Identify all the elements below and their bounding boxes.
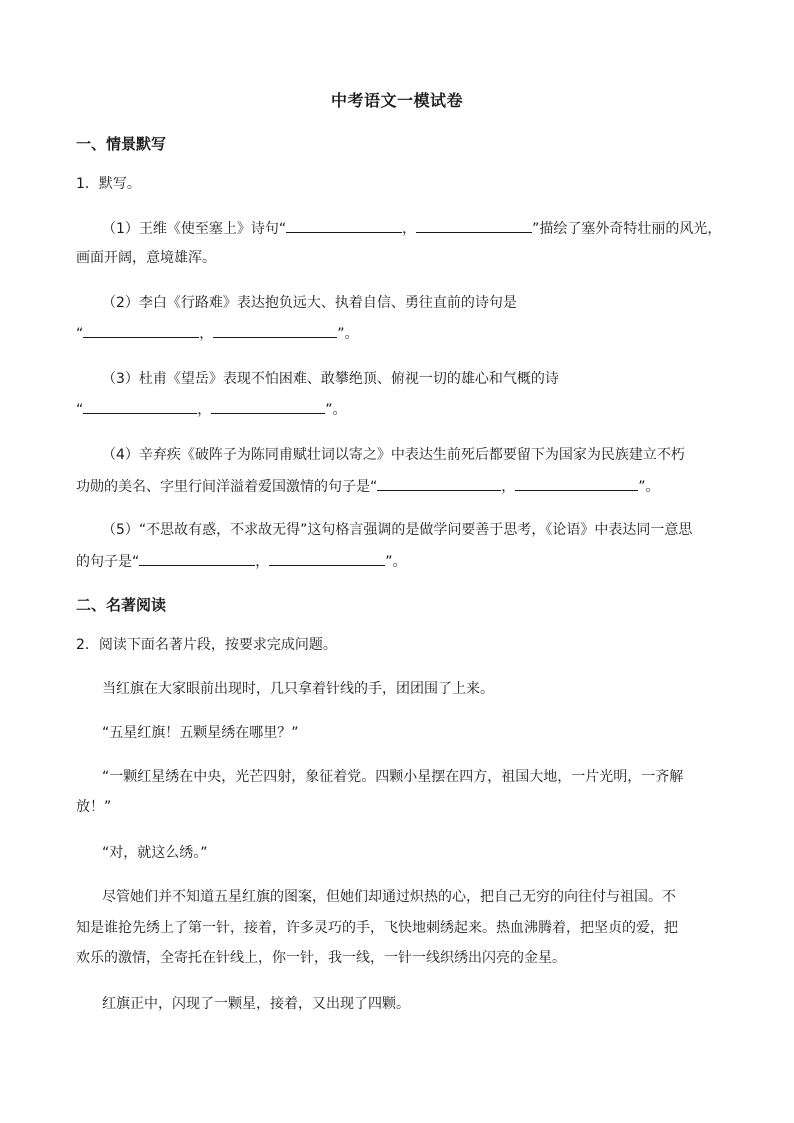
- passage-paragraph-1: 当红旗在大家眼前出现时，几只拿着针线的手，团团围了上来。: [102, 681, 494, 697]
- answer-blank[interactable]: [211, 399, 325, 414]
- passage-paragraph-3-line-2: 放！”: [76, 799, 112, 815]
- answer-blank[interactable]: [83, 323, 199, 338]
- answer-blank[interactable]: [377, 476, 501, 491]
- question-2-stem: 2．阅读下面名著片段，按要求完成问题。: [76, 637, 337, 653]
- item-text: ，: [199, 326, 214, 342]
- passage-paragraph-5-line-1: 尽管她们并不知道五星红旗的图案，但她们却通过炽热的心，把自己无穷的向往付与祖国。不: [102, 889, 676, 905]
- question-1-item-2-line-2: [76, 323, 359, 344]
- passage-paragraph-5-line-3: 欢乐的激情，全寄托在针线上，你一针，我一线，一针一线织绣出闪亮的金星。: [76, 950, 566, 966]
- item-text: ，: [402, 221, 417, 237]
- question-1-stem: 1．默写。: [76, 176, 141, 192]
- item-text: ”描绘了塞外奇特壮丽的风光，: [532, 221, 722, 237]
- section-heading-recitation: 一、情景默写: [76, 135, 167, 153]
- question-1-item-1-line-2: 画面开阔，意境雄浑。: [76, 250, 216, 266]
- passage-paragraph-6: 红旗正中，闪现了一颗星，接着，又出现了四颗。: [102, 996, 410, 1012]
- item-text: ”。: [638, 479, 660, 495]
- item-text: ，: [501, 479, 516, 495]
- question-1-item-4-line-1: （4）辛弃疾《破阵子为陈同甫赋壮词以寄之》中表达生前死后都要留下为国家为民族建立不朽: [102, 447, 685, 463]
- item-text: 功勋的美名、字里行间洋溢着爱国激情的句子是“: [76, 479, 378, 495]
- question-1-item-5-line-1: （5）“不思故有惑，不求故无得”这句格言强调的是做学问要善于思考，《论语》中表达同一意思: [102, 522, 693, 538]
- question-1-item-3-line-1: （3）杜甫《望岳》表现不怕困难、敢攀绝顶、俯视一切的雄心和气概的诗: [102, 371, 559, 387]
- answer-blank[interactable]: [213, 323, 337, 338]
- answer-blank[interactable]: [83, 399, 197, 414]
- item-text: ，: [197, 402, 212, 418]
- page-title: 中考语文一模试卷: [330, 91, 463, 110]
- item-text: “: [76, 402, 84, 418]
- item-text: “: [76, 326, 84, 342]
- item-text: ”。: [385, 554, 407, 570]
- answer-blank[interactable]: [269, 551, 385, 566]
- item-text: 的句子是“: [76, 554, 140, 570]
- answer-blank[interactable]: [416, 218, 532, 233]
- passage-paragraph-4: “对，就这么绣。”: [102, 845, 208, 861]
- item-text: （1）王维《使至塞上》诗句“: [102, 221, 287, 237]
- answer-blank[interactable]: [139, 551, 255, 566]
- question-1-item-1-line-1: [102, 218, 721, 239]
- item-text: ”。: [325, 402, 347, 418]
- passage-paragraph-3-line-1: “一颗红星绣在中央，光芒四射，象征着党。四颗小星摆在四方，祖国大地，一片光明，一齐解: [102, 769, 684, 785]
- passage-paragraph-2: “五星红旗！五颗星绣在哪里？”: [102, 725, 299, 741]
- item-text: ”。: [337, 326, 359, 342]
- section-heading-classics-reading: 二、名著阅读: [76, 596, 167, 614]
- answer-blank[interactable]: [515, 476, 638, 491]
- question-1-item-3-line-2: [76, 399, 347, 420]
- answer-blank[interactable]: [286, 218, 402, 233]
- question-1-item-5-line-2: [76, 551, 407, 572]
- item-text: ，: [255, 554, 270, 570]
- question-1-item-2-line-1: （2）李白《行路难》表达抱负远大、执着自信、勇往直前的诗句是: [102, 295, 517, 311]
- passage-paragraph-5-line-2: 知是谁抢先绣上了第一针，接着，许多灵巧的手，飞快地刺绣起来。热血沸腾着，把坚贞的爱，把: [76, 920, 678, 936]
- question-1-item-4-line-2: [76, 476, 660, 497]
